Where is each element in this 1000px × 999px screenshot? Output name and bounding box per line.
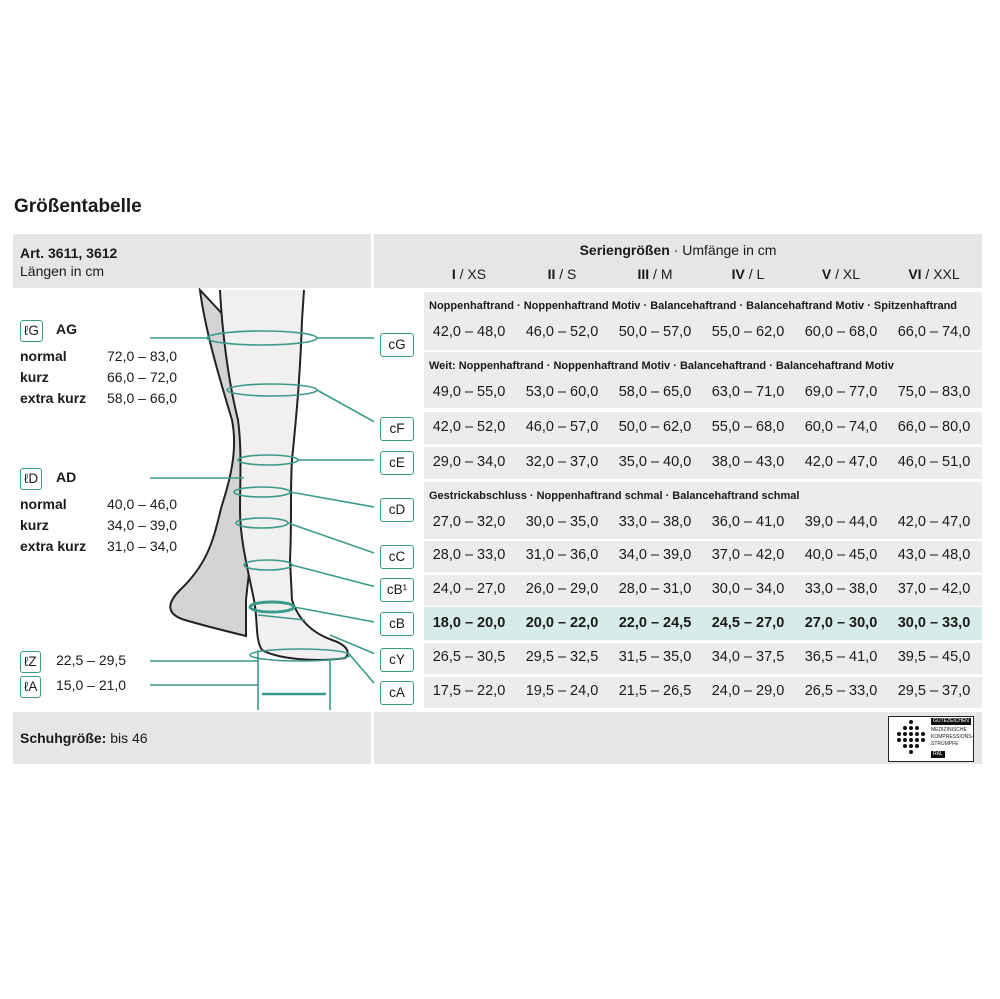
- table-cell: 36,0 – 41,0: [711, 514, 785, 530]
- series-title-bold: Seriengrößen: [579, 242, 670, 258]
- length-type: normal: [20, 348, 67, 364]
- length-value: 40,0 – 46,0: [107, 496, 178, 512]
- table-cell: 24,0 – 29,0: [711, 683, 785, 699]
- length-label-a: ℓA: [20, 676, 41, 698]
- measure-label: cA: [380, 681, 414, 705]
- table-row: [424, 541, 982, 572]
- table-cell: 36,5 – 41,0: [804, 649, 878, 665]
- measure-label: cE: [380, 451, 414, 475]
- article-subtitle: Längen in cm: [20, 263, 105, 279]
- size-roman: IV: [731, 266, 745, 282]
- table-cell: 42,0 – 47,0: [804, 454, 878, 470]
- size-letter: / XL: [831, 266, 861, 282]
- length-type: kurz: [20, 517, 49, 533]
- table-cell: 42,0 – 48,0: [432, 324, 506, 340]
- table-row: [424, 643, 982, 674]
- measure-label: cB¹: [380, 578, 414, 602]
- table-cell: 75,0 – 83,0: [897, 384, 971, 400]
- table-cell: 22,0 – 24,5: [618, 615, 692, 631]
- table-cell: 42,0 – 47,0: [897, 514, 971, 530]
- table-cell: 50,0 – 62,0: [618, 419, 692, 435]
- length-type: extra kurz: [20, 538, 87, 554]
- table-cell: 26,5 – 30,5: [432, 649, 506, 665]
- table-cell: 35,0 – 40,0: [618, 454, 692, 470]
- table-cell: 28,0 – 33,0: [432, 547, 506, 563]
- table-cell: 46,0 – 52,0: [525, 324, 599, 340]
- length-name-ad: AD: [56, 469, 77, 485]
- table-row: [424, 447, 982, 479]
- table-cell: 28,0 – 31,0: [618, 581, 692, 597]
- table-cell: 26,0 – 29,0: [525, 581, 599, 597]
- length-value: 66,0 – 72,0: [107, 369, 178, 385]
- length-label-z: ℓZ: [20, 651, 41, 673]
- article-header: [13, 234, 371, 288]
- table-cell: 17,5 – 22,0: [432, 683, 506, 699]
- table-cell: 18,0 – 20,0: [432, 615, 506, 631]
- seal-code: RAL: [933, 751, 943, 757]
- shoe-size-label: Schuhgröße:: [20, 730, 107, 746]
- size-roman: III: [637, 266, 650, 282]
- table-cell: 31,0 – 36,0: [525, 547, 599, 563]
- table-row: [424, 677, 982, 708]
- series-title: [374, 242, 982, 258]
- size-roman: VI: [908, 266, 922, 282]
- table-cell: 30,0 – 33,0: [897, 615, 971, 631]
- page-title: Größentabelle: [14, 196, 142, 217]
- size-header: [610, 266, 700, 282]
- length-value-a: 15,0 – 21,0: [56, 677, 127, 693]
- table-cell: 19,5 – 24,0: [525, 683, 599, 699]
- row-note: Noppenhaftrand · Noppenhaftrand Motiv · Balancehaftrand · Balancehaftrand Motiv · Spitzenhaftrand: [429, 300, 958, 312]
- seal-dots-icon: [891, 718, 931, 760]
- table-cell: 33,0 – 38,0: [804, 581, 878, 597]
- shoe-size: [20, 730, 148, 746]
- table-cell: 63,0 – 71,0: [711, 384, 785, 400]
- size-header: [517, 266, 607, 282]
- size-letter: / S: [555, 266, 577, 282]
- length-label-ag: ℓG: [20, 320, 43, 342]
- table-cell: 43,0 – 48,0: [897, 547, 971, 563]
- size-roman: I: [451, 266, 456, 282]
- length-value: 34,0 – 39,0: [107, 517, 178, 533]
- table-cell: 60,0 – 74,0: [804, 419, 878, 435]
- table-cell: 33,0 – 38,0: [618, 514, 692, 530]
- table-cell: 29,0 – 34,0: [432, 454, 506, 470]
- length-value: 58,0 – 66,0: [107, 390, 178, 406]
- table-cell: 20,0 – 22,0: [525, 615, 599, 631]
- table-cell: 38,0 – 43,0: [711, 454, 785, 470]
- size-letter: / M: [649, 266, 673, 282]
- table-cell: 46,0 – 57,0: [525, 419, 599, 435]
- table-cell: 55,0 – 62,0: [711, 324, 785, 340]
- measure-label: cG: [380, 333, 414, 357]
- measure-label: cY: [380, 648, 414, 672]
- table-cell: 46,0 – 51,0: [897, 454, 971, 470]
- table-cell: 24,0 – 27,0: [432, 581, 506, 597]
- table-cell: 30,0 – 34,0: [711, 581, 785, 597]
- table-cell: 66,0 – 80,0: [897, 419, 971, 435]
- table-cell: 27,0 – 30,0: [804, 615, 878, 631]
- size-roman: V: [821, 266, 832, 282]
- length-type: kurz: [20, 369, 49, 385]
- table-cell: 58,0 – 65,0: [618, 384, 692, 400]
- seal-line1: GÜTEZEICHEN: [931, 718, 971, 725]
- table-cell: 55,0 – 68,0: [711, 419, 785, 435]
- table-row: [424, 575, 982, 606]
- row-note: Weit: Noppenhaftrand · Noppenhaftrand Motiv · Balancehaftrand · Balancehaftrand Motiv: [429, 360, 894, 372]
- row-note: Gestrickabschluss · Noppenhaftrand schmal · Balancehaftrand schmal: [429, 490, 800, 502]
- length-value: 31,0 – 34,0: [107, 538, 178, 554]
- table-cell: 39,5 – 45,0: [897, 649, 971, 665]
- length-name-ag: AG: [56, 321, 77, 337]
- table-cell: 29,5 – 37,0: [897, 683, 971, 699]
- table-cell: 24,5 – 27,0: [711, 615, 785, 631]
- table-cell: 60,0 – 68,0: [804, 324, 878, 340]
- table-cell: 29,5 – 32,5: [525, 649, 599, 665]
- table-cell: 69,0 – 77,0: [804, 384, 878, 400]
- measure-label: cC: [380, 545, 414, 569]
- measure-label: cB: [380, 612, 414, 636]
- shoe-size-value: bis 46: [106, 730, 148, 746]
- table-row: [424, 352, 982, 408]
- table-cell: 32,0 – 37,0: [525, 454, 599, 470]
- length-value-z: 22,5 – 29,5: [56, 652, 127, 668]
- table-cell: 49,0 – 55,0: [432, 384, 506, 400]
- table-cell: 39,0 – 44,0: [804, 514, 878, 530]
- table-cell: 26,5 – 33,0: [804, 683, 878, 699]
- table-cell: 42,0 – 52,0: [432, 419, 506, 435]
- table-cell: 37,0 – 42,0: [897, 581, 971, 597]
- length-type: normal: [20, 496, 67, 512]
- length-type: extra kurz: [20, 390, 87, 406]
- table-cell: 40,0 – 45,0: [804, 547, 878, 563]
- size-letter: / L: [744, 266, 765, 282]
- table-cell: 31,5 – 35,0: [618, 649, 692, 665]
- length-value: 72,0 – 83,0: [107, 348, 178, 364]
- length-label-ad: ℓD: [20, 468, 42, 490]
- table-cell: 50,0 – 57,0: [618, 324, 692, 340]
- table-cell: 21,5 – 26,5: [618, 683, 692, 699]
- table-cell: 34,0 – 37,5: [711, 649, 785, 665]
- table-row: [424, 607, 982, 640]
- table-cell: 66,0 – 74,0: [897, 324, 971, 340]
- size-roman: II: [547, 266, 556, 282]
- table-cell: 34,0 – 39,0: [618, 547, 692, 563]
- table-row: [424, 412, 982, 444]
- quality-seal: [888, 716, 974, 762]
- table-row: [424, 482, 982, 539]
- size-header: [424, 266, 514, 282]
- size-header: [889, 266, 979, 282]
- measure-label: cD: [380, 498, 414, 522]
- article-title: Art. 3611, 3612: [20, 245, 118, 261]
- series-title-rest: · Umfänge in cm: [669, 242, 777, 258]
- table-cell: 30,0 – 35,0: [525, 514, 599, 530]
- seal-line3: KOMPRESSIONS-: [931, 734, 974, 740]
- size-header: [796, 266, 886, 282]
- table-cell: 53,0 – 60,0: [525, 384, 599, 400]
- seal-line4: STRÜMPFE: [931, 741, 959, 747]
- table-cell: 27,0 – 32,0: [432, 514, 506, 530]
- leg-illustration-icon: [150, 288, 374, 712]
- size-header: [703, 266, 793, 282]
- size-letter: / XS: [455, 266, 487, 282]
- table-cell: 37,0 – 42,0: [711, 547, 785, 563]
- table-row: [424, 292, 982, 350]
- measure-label: cF: [380, 417, 414, 441]
- size-letter: / XXL: [921, 266, 960, 282]
- seal-line2: MEDIZINISCHE: [931, 727, 967, 733]
